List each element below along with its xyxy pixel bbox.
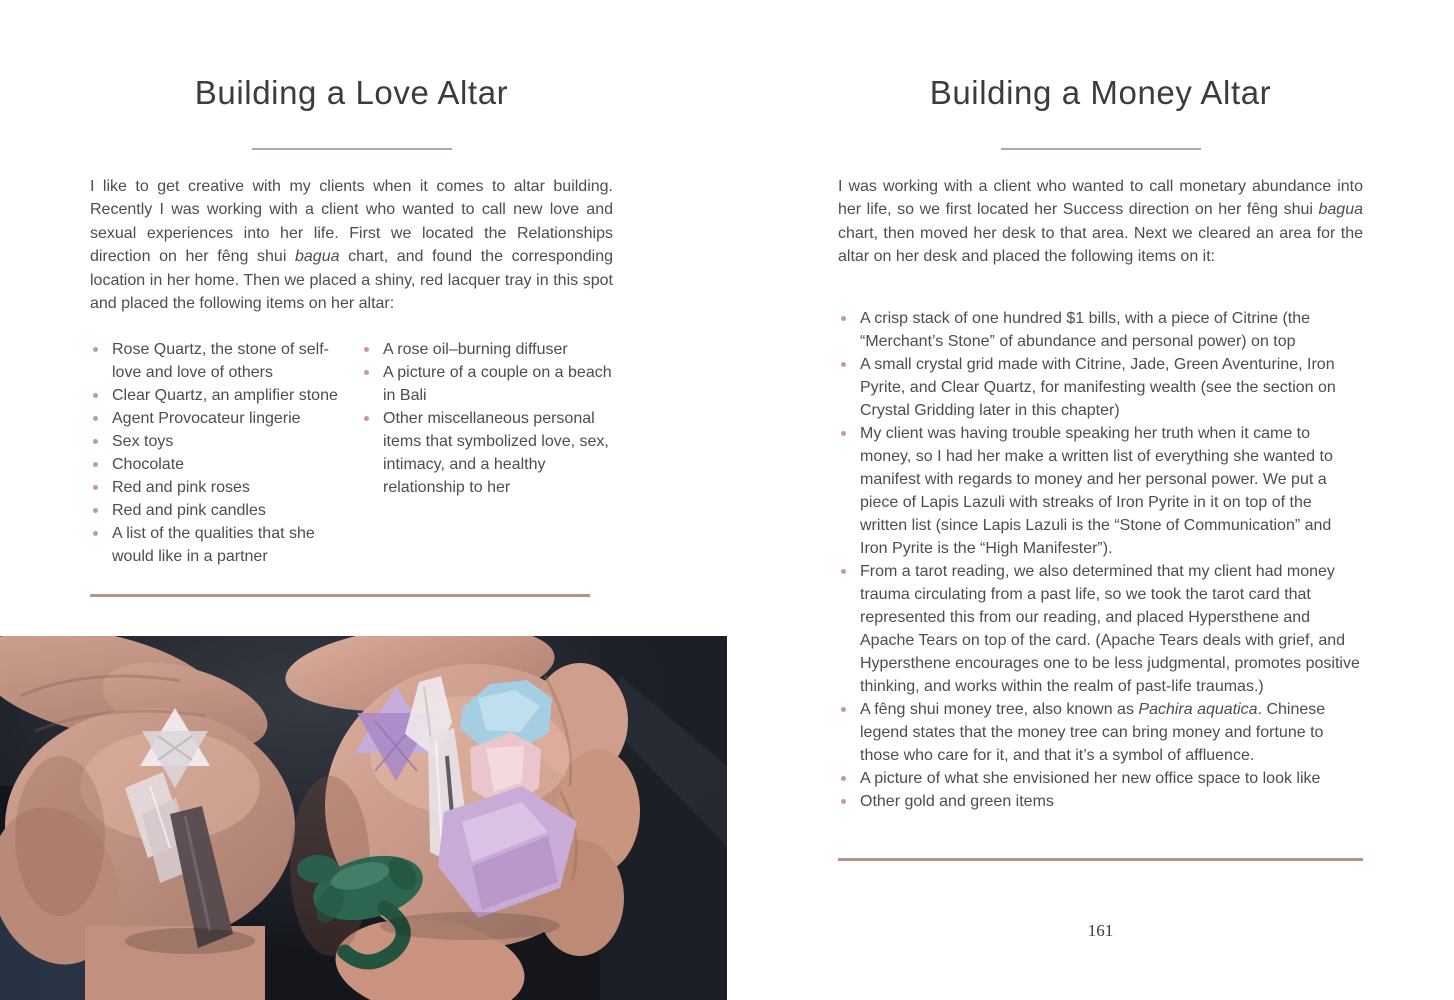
page-title: Building a Money Altar	[929, 74, 1272, 111]
list-item: A rose oil–burning diffuser	[361, 338, 613, 361]
altar-items-column-1	[90, 338, 342, 568]
list-item: Clear Quartz, an amplifier stone	[90, 384, 342, 407]
page-number: 161	[1087, 920, 1114, 940]
page-title: Building a Love Altar	[194, 74, 509, 111]
list-item: Sex toys	[90, 430, 342, 453]
list-item: Red and pink roses	[90, 476, 342, 499]
crystals-photo-illustration	[0, 636, 727, 1000]
intro-paragraph: I was working with a client who wanted to call monetary abundance into her life, so we first located her Success direction on her fêng shui bagua chart, then moved her desk to that area. Next we cleared an area for the altar on her desk and placed the following items on it:	[838, 178, 1363, 266]
list-item: Chocolate	[90, 453, 342, 476]
list-item: Rose Quartz, the stone of self-love and love of others	[90, 338, 342, 384]
title-divider	[1001, 148, 1201, 150]
altar-items-list	[838, 307, 1363, 813]
title-divider	[252, 148, 452, 150]
intro-paragraph: I like to get creative with my clients when it comes to altar building. Recently I was working with a client who wanted to call new love and sexual experiences into her life. First we located the Relationships direction on her fêng shui bagua chart, and found the corresponding location in her home. Then we placed a shiny, red lacquer tray in this spot and placed the following items on her altar:	[90, 178, 613, 313]
altar-items-list	[90, 338, 613, 568]
section-divider	[838, 858, 1363, 861]
page-money-altar	[727, 0, 1454, 1000]
list-item: A crisp stack of one hundred $1 bills, with a piece of Citrine (the “Merchant’s Stone” of abundance and personal power) on top	[838, 307, 1363, 353]
list-item: A picture of what she envisioned her new office space to look like	[838, 767, 1363, 790]
list-item: A picture of a couple on a beach in Bali	[361, 361, 613, 407]
list-item: Other miscellaneous personal items that symbolized love, sex, intimacy, and a healthy relationship to her	[361, 407, 613, 499]
photo-hands-holding-crystals	[0, 636, 727, 1000]
list-item: My client was having trouble speaking her truth when it came to money, so I had her make a written list of everything she wanted to manifest with regards to money and her personal power. We put a piece of Lapis Lazuli with streaks of Iron Pyrite in it on top of the written list (since Lapis Lazuli is the “Stone of Communication” and Iron Pyrite is the “High Manifester”).	[838, 422, 1363, 560]
section-divider	[90, 594, 590, 597]
list-item: Other gold and green items	[838, 790, 1363, 813]
list-item: A fêng shui money tree, also known as Pachira aquatica. Chinese legend states that the money tree can bring money and fortune to those who care for it, and that it’s a symbol of affluence.	[838, 698, 1363, 767]
list-item: From a tarot reading, we also determined that my client had money trauma circulating from a past life, so we took the tarot card that represented this from our reading, and placed Hypersthene and Apache Tears on top of the card. (Apache Tears deals with grief, and Hypersthene encourages one to be less judgmental, promotes positive thinking, and works within the realm of past-life traumas.)	[838, 560, 1363, 698]
altar-items-column-2	[361, 338, 613, 568]
list-item: A small crystal grid made with Citrine, Jade, Green Aventurine, Iron Pyrite, and Clear Quartz, for manifesting wealth (see the section on Crystal Gridding later in this chapter)	[838, 353, 1363, 422]
list-item: Agent Provocateur lingerie	[90, 407, 342, 430]
crystal-shadow-left	[125, 928, 255, 954]
list-item: A list of the qualities that she would like in a partner	[90, 522, 342, 568]
list-item: Red and pink candles	[90, 499, 342, 522]
crystal-shadow-right	[380, 912, 560, 940]
